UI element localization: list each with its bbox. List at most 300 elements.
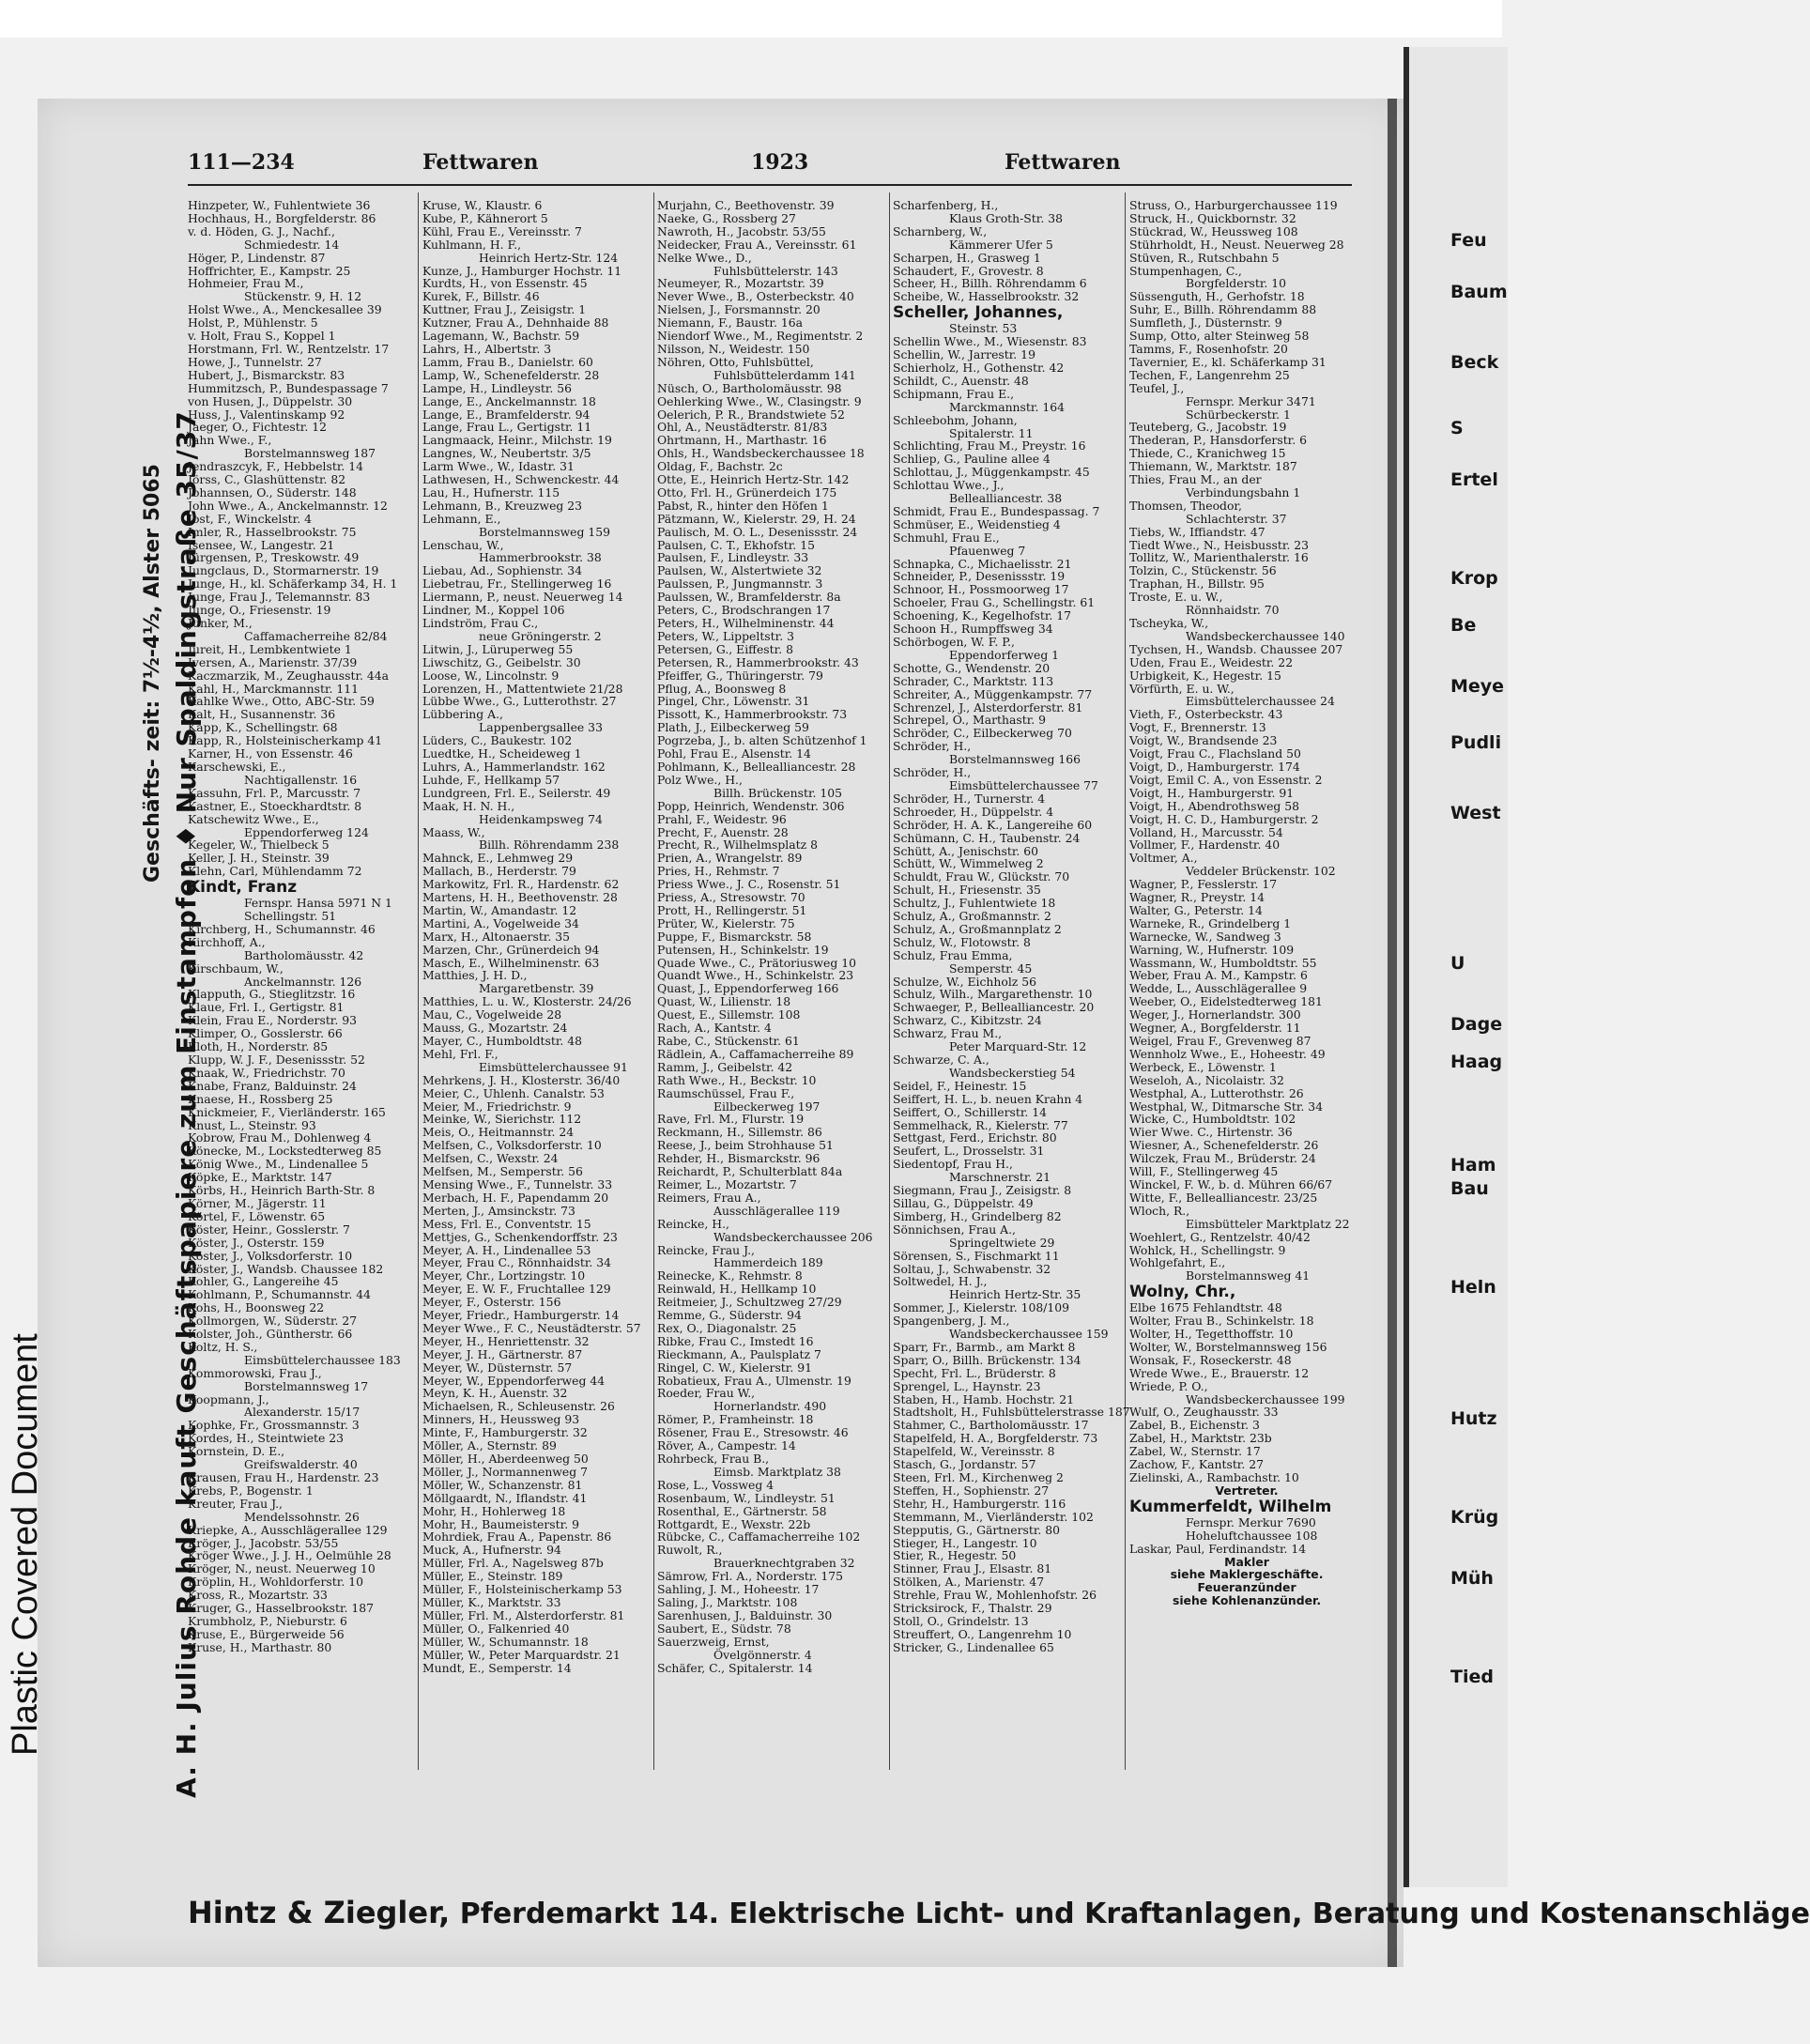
- directory-entry: Lathwesen, H., Schwenckestr. 44: [422, 472, 620, 487]
- directory-entry: von Husen, J., Düppelstr. 30: [188, 393, 353, 408]
- directory-entry: Mauss, G., Mozartstr. 24: [422, 1021, 568, 1036]
- directory-entry: Kämmerer Ufer 5: [949, 237, 1053, 252]
- directory-entry: Brauerknechtgraben 32: [713, 1556, 855, 1571]
- directory-entry: Övelgönnerstr. 4: [713, 1647, 812, 1662]
- directory-entry: Popp, Heinrich, Wendenstr. 306: [657, 798, 845, 813]
- directory-entry: Howe, J., Tunnelstr. 27: [188, 354, 322, 369]
- directory-entry: Precht, R., Wilhelmsplatz 8: [657, 838, 818, 853]
- directory-entry: Billh. Röhrendamm 238: [479, 838, 620, 853]
- directory-entry: Schulze, W., Eichholz 56: [893, 974, 1037, 989]
- directory-entry: Müller, Frl. M., Alsterdorferstr. 81: [422, 1607, 625, 1622]
- directory-entry: Nöhren, Otto, Fuhlsbüttel,: [657, 354, 814, 369]
- directory-entry: Langnes, W., Neubertstr. 3/5: [422, 446, 591, 461]
- directory-entry: Kirchberg, H., Schumannstr. 46: [188, 921, 376, 936]
- directory-entry: Stückenstr. 9, H. 12: [244, 289, 362, 304]
- directory-entry: Westphal, W., Ditmarsche Str. 34: [1129, 1099, 1324, 1114]
- directory-entry: Bellealliancestr. 38: [949, 491, 1063, 506]
- directory-entry: Hummitzsch, P., Bundespassage 7: [188, 380, 389, 395]
- directory-entry: Sauerzweig, Ernst,: [657, 1634, 770, 1649]
- directory-entry: Sämrow, Frl. A., Norderstr. 175: [657, 1569, 843, 1584]
- directory-entry: Saling, J., Marktstr. 108: [657, 1594, 798, 1609]
- directory-entry: Fernspr. Merkur 3471: [1186, 393, 1316, 408]
- directory-entry: Lüders, C., Baukestr. 102: [422, 733, 573, 748]
- directory-entry: Vörfürth, E. u. W.,: [1129, 681, 1235, 696]
- directory-entry: Eimsbüttelerchaussee 91: [479, 1059, 628, 1074]
- directory-entry: Schlichting, Frau M., Preystr. 16: [893, 438, 1086, 453]
- directory-entry: Kuhlmann, H. F.,: [422, 237, 522, 252]
- directory-entry: Ruwolt, R.,: [657, 1543, 723, 1558]
- directory-entry: Schoon H., Rumpffsweg 34: [893, 622, 1053, 637]
- directory-entry: Peter Marquard-Str. 12: [949, 1039, 1087, 1054]
- directory-entry: Caffamacherreihe 82/84: [244, 628, 388, 643]
- directory-entry: Raumschüssel, Frau F.,: [657, 1085, 795, 1100]
- directory-entry: Petersen, R., Hammerbrookstr. 43: [657, 654, 859, 669]
- directory-entry: Kordes, H., Steintwiete 23: [188, 1431, 345, 1446]
- directory-entry: Heidenkampsweg 74: [479, 811, 603, 826]
- directory-entry: Murjahn, C., Beethovenstr. 39: [657, 198, 835, 212]
- directory-entry: Weger, J., Hornerlandstr. 300: [1129, 1007, 1301, 1022]
- directory-entry: Rosenthal, E., Gärtnerstr. 58: [657, 1503, 827, 1518]
- directory-entry: Scharnberg, W.,: [893, 223, 988, 238]
- directory-entry: Marschnerstr. 21: [949, 1170, 1051, 1185]
- directory-entry: Minte, F., Hamburgerstr. 32: [422, 1425, 588, 1440]
- directory-entry: Rabe, C., Stückenstr. 61: [657, 1034, 800, 1048]
- directory-entry: Lorenzen, H., Mattentwiete 21/28: [422, 681, 623, 696]
- directory-entry: Kröger Wwe., J. J. H., Oelmühle 28: [188, 1548, 391, 1563]
- directory-entry: Seidel, F., Heinestr. 15: [893, 1078, 1027, 1093]
- directory-entry: Mohrdiek, Frau A., Papenstr. 86: [422, 1529, 612, 1545]
- directory-entry: Wassmann, W., Humboldtstr. 55: [1129, 955, 1317, 970]
- directory-entry: Holst Wwe., A., Menckesallee 39: [188, 302, 382, 317]
- directory-entry: Klehn, Carl, Mühlendamm 72: [188, 864, 362, 879]
- directory-entry: Lappenbergsallee 33: [479, 720, 603, 735]
- directory-entry: Schwaeger, P., Bellealliancestr. 20: [893, 1000, 1095, 1015]
- directory-entry: Mohr, H., Baumeisterstr. 9: [422, 1516, 579, 1531]
- directory-entry: Junge, Frau J., Telemannstr. 83: [188, 590, 371, 605]
- directory-entry: Stricker, G., Lindenallee 65: [893, 1639, 1054, 1654]
- directory-entry: Möller, J., Normannenweg 7: [422, 1464, 588, 1479]
- directory-entry: Rex, O., Diagonalstr. 25: [657, 1320, 797, 1335]
- directory-entry: Walter, G., Peterstr. 14: [1129, 902, 1263, 917]
- directory-entry: Schulz, Frau Emma,: [893, 947, 1013, 962]
- directory-entry: Kapp, R., Holsteinischerkamp 41: [188, 733, 383, 748]
- directory-entry: Wrede Wwe., E., Brauerstr. 12: [1129, 1365, 1310, 1380]
- directory-entry: Meyer, Chr., Lortzingstr. 10: [422, 1268, 586, 1283]
- directory-entry: Robatieux, Frau A., Ulmenstr. 19: [657, 1373, 851, 1388]
- directory-entry: Sahling, J. M., Hoheestr. 17: [657, 1582, 820, 1597]
- directory-entry: Schulz, A., Großmannstr. 2: [893, 909, 1051, 924]
- directory-entry: Martens, H. H., Beethovenstr. 28: [422, 890, 618, 905]
- directory-entry: Larm Wwe., W., Idastr. 31: [422, 459, 575, 474]
- directory-entry: Schmiedestr. 14: [244, 237, 340, 252]
- directory-entry: Lindner, M., Koppel 106: [422, 603, 565, 618]
- directory-entry: Knust, L., Steinstr. 93: [188, 1117, 316, 1132]
- directory-entry: Pfeiffer, G., Thüringerstr. 79: [657, 668, 823, 683]
- directory-entry: Muck, A., Hufnerstr. 94: [422, 1543, 561, 1558]
- directory-entry: Maak, H. N. H.,: [422, 798, 515, 813]
- directory-entry: Möller, A., Sternstr. 89: [422, 1438, 557, 1453]
- directory-entry: Ohl, A., Neustädterstr. 81/83: [657, 420, 828, 435]
- directory-entry: Liebetrau, Fr., Stellingerweg 16: [422, 576, 612, 592]
- directory-entry: Lübbering A.,: [422, 707, 503, 722]
- directory-entry: Mallach, B., Herderstr. 79: [422, 864, 576, 879]
- directory-entry: Eimsbüttelerchaussee 183: [244, 1352, 401, 1367]
- directory-entry: Schütt, A., Jenischstr. 60: [893, 843, 1039, 858]
- directory-entry: v. d. Höden, G. J., Nachf.,: [188, 223, 335, 238]
- directory-entry: Ringel, C. W., Kielerstr. 91: [657, 1360, 812, 1375]
- directory-entry: Wandsbeckerchaussee 199: [1186, 1391, 1345, 1406]
- directory-entry: Reincke, H.,: [657, 1216, 729, 1231]
- directory-entry: Uden, Frau E., Weidestr. 22: [1129, 654, 1294, 669]
- directory-entry: Oehlerking Wwe., W., Clasingstr. 9: [657, 393, 862, 408]
- directory-entry: Wandsbeckerchaussee 140: [1186, 628, 1345, 643]
- directory-entry: Nielsen, J., Forsmannstr. 20: [657, 302, 821, 317]
- directory-entry: Krumbholz, P., Nieburstr. 6: [188, 1613, 347, 1628]
- directory-entry: Sarenhusen, J., Balduinstr. 30: [657, 1607, 833, 1622]
- directory-entry: Vollmer, F., Hardenstr. 40: [1129, 838, 1281, 853]
- directory-entry: Staben, H., Hamb. Hochstr. 21: [893, 1391, 1075, 1406]
- directory-entry: Könecke, M., Lockstedterweg 85: [188, 1144, 382, 1159]
- directory-entry: Tscheyka, W.,: [1129, 616, 1209, 630]
- directory-entry: Thomsen, Theodor,: [1129, 498, 1242, 513]
- directory-entry: Lampe, H., Lindleystr. 56: [422, 380, 573, 395]
- directory-entry: Iversen, A., Marienstr. 37/39: [188, 654, 358, 669]
- directory-entry: Rehder, H., Bismarckstr. 96: [657, 1151, 821, 1166]
- directory-entry: Köster, J., Volksdorferstr. 10: [188, 1248, 353, 1263]
- directory-entry: Zachow, F., Kantstr. 27: [1129, 1457, 1265, 1472]
- directory-entry: Meier, M., Friedrichstr. 9: [422, 1099, 572, 1114]
- side-phone-hours: Geschäfts- zeit: 7½-4½, Alster 5065: [141, 464, 164, 883]
- directory-entry: Troste, E. u. W.,: [1129, 590, 1223, 605]
- directory-entry: Lange, E., Anckelmannstr. 18: [422, 393, 596, 408]
- directory-entry: Schneider, P., Desenissstr. 19: [893, 569, 1066, 584]
- directory-entry: Schröder, H. A. K., Langereihe 60: [893, 817, 1093, 832]
- directory-entry: Lundgreen, Frl. E., Seilerstr. 49: [422, 785, 611, 800]
- directory-entry: Seiffert, O., Schillerstr. 14: [893, 1104, 1048, 1119]
- directory-entry: Schröder, C., Eilbeckerweg 70: [893, 726, 1072, 741]
- directory-entry: Heinrich Hertz-Str. 35: [949, 1287, 1081, 1302]
- directory-entry: Müller, E., Steinstr. 189: [422, 1569, 563, 1584]
- directory-entry: Wandsbeckerchaussee 206: [713, 1229, 873, 1244]
- footer-company: Hintz & Ziegler,: [188, 1895, 451, 1930]
- directory-entry: Prien, A., Wrangelstr. 89: [657, 851, 803, 866]
- directory-entry: Eimsb. Marktplatz 38: [713, 1464, 841, 1479]
- directory-entry: Sörensen, S., Fischmarkt 11: [893, 1248, 1060, 1263]
- directory-entry: Schmidt, Frau E., Bundespassag. 7: [893, 503, 1100, 518]
- directory-entry: Fernspr. Merkur 7690: [1186, 1514, 1316, 1529]
- directory-entry: Reitmeier, J., Schultzweg 27/29: [657, 1295, 842, 1310]
- directory-entry: Hubert, J., Bismarckstr. 83: [188, 367, 345, 382]
- directory-entry: Maass, W.,: [422, 824, 485, 839]
- directory-entry: Voigt, Emil C. A., von Essenstr. 2: [1129, 772, 1323, 787]
- directory-entry: Urbigkeit, K., Hegestr. 15: [1129, 668, 1281, 683]
- directory-entry: Heinrich Hertz-Str. 124: [479, 250, 619, 265]
- directory-entry: siehe Maklergeschäfte.: [1170, 1567, 1324, 1582]
- page-header: [188, 150, 1352, 184]
- directory-entry: Tamms, F., Rosenhofstr. 20: [1129, 341, 1288, 356]
- directory-entry: Müller, O., Falkenried 40: [422, 1621, 570, 1636]
- directory-entry: Rose, L., Vossweg 4: [657, 1477, 775, 1492]
- adjacent-page-fragment: Feu: [1450, 230, 1487, 251]
- adjacent-page-fragment: U: [1450, 953, 1465, 974]
- directory-entry: Springeltwiete 29: [949, 1235, 1055, 1250]
- directory-entry: Schrenzel, J., Alsterdorferstr. 81: [893, 699, 1083, 715]
- directory-entry: Meyer, W., Eppendorferweg 44: [422, 1373, 606, 1388]
- directory-entry: Tavernier, E., kl. Schäferkamp 31: [1129, 354, 1327, 369]
- directory-entry: Streuffert, O., Langenrehm 10: [893, 1626, 1072, 1641]
- directory-entry: Simberg, H., Grindelberg 82: [893, 1208, 1062, 1223]
- directory-entry: Schleebohm, Johann,: [893, 412, 1018, 427]
- directory-heading: Kindt, Franz: [188, 878, 298, 898]
- directory-entry: Reimers, Frau A.,: [657, 1190, 761, 1205]
- directory-entry: Voltmer, A.,: [1129, 851, 1198, 866]
- directory-entry: Will, F., Stellingerweg 45: [1129, 1164, 1279, 1179]
- directory-entry: Peters, W., Lippeltstr. 3: [657, 628, 794, 643]
- directory-entry: Koltz, H. S.,: [188, 1339, 258, 1354]
- directory-entry: Marx, H., Altonaerstr. 35: [422, 929, 570, 944]
- directory-entry: Stieger, H., Langestr. 10: [893, 1535, 1037, 1550]
- directory-entry: Schaudert, F., Grovestr. 8: [893, 263, 1044, 278]
- directory-entry: Spangenberg, J. M.,: [893, 1314, 1010, 1329]
- directory-entry: Kegeler, W., Thielbeck 5: [188, 838, 330, 853]
- directory-entry: Schörbogen, W. F. P.,: [893, 635, 1015, 649]
- adjacent-page-fragment: Krop: [1450, 568, 1498, 589]
- directory-entry: Warneke, R., Grindelberg 1: [1129, 915, 1292, 930]
- directory-entry: Schwarz, Frau M.,: [893, 1026, 1003, 1041]
- directory-entry: Schulz, A., Großmannplatz 2: [893, 921, 1062, 936]
- directory-entry: Eppendorferweg 1: [949, 647, 1060, 662]
- footer-advertisement: [188, 1895, 1810, 1932]
- directory-entry: Keller, J. H., Steinstr. 39: [188, 851, 330, 866]
- directory-entry: Möllgaardt, N., Iflandstr. 41: [422, 1490, 588, 1505]
- directory-entry: Schellingstr. 51: [244, 909, 337, 924]
- directory-entry: Schult, H., Friesenstr. 35: [893, 883, 1041, 898]
- directory-entry: Borstelmannsweg 17: [244, 1378, 369, 1393]
- directory-heading: Scheller, Johannes,: [893, 303, 1064, 323]
- directory-entry: Stückrad, W., Heussweg 108: [1129, 223, 1298, 238]
- directory-entry: Soltau, J., Schwabenstr. 32: [893, 1261, 1051, 1276]
- year: 1923: [751, 150, 809, 175]
- directory-entry: Thies, Frau M., an der: [1129, 472, 1262, 487]
- directory-entry: Loose, W., Lincolnstr. 9: [422, 668, 560, 683]
- directory-entry: Stadtsholt, H., Fuhlsbüttelerstrasse 187: [893, 1405, 1130, 1420]
- directory-entry: Schierholz, H., Gothenstr. 42: [893, 360, 1065, 375]
- directory-entry: Müller, Frl. A., Nagelsweg 87b: [422, 1556, 604, 1571]
- directory-entry: Luhde, F., Hellkamp 57: [422, 772, 560, 787]
- directory-entry: Thiemann, W., Marktstr. 187: [1129, 459, 1297, 474]
- directory-entry: Wolter, W., Borstelmannsweg 156: [1129, 1339, 1327, 1354]
- directory-entry: Specht, Frl. L., Brüderstr. 8: [893, 1365, 1056, 1380]
- directory-entry: Putensen, H., Schinkelstr. 19: [657, 942, 829, 957]
- directory-entry: Spitalerstr. 11: [949, 425, 1034, 440]
- directory-entry: Martin, W., Amandastr. 12: [422, 902, 577, 917]
- directory-entry: Sprengel, L., Haynstr. 23: [893, 1378, 1041, 1393]
- directory-entry: Makler: [1224, 1554, 1269, 1569]
- directory-entry: Stahmer, C., Bartholomäusstr. 17: [893, 1418, 1089, 1433]
- directory-entry: Rösener, Frau E., Stresowstr. 46: [657, 1425, 849, 1440]
- directory-entry: Schrepel, O., Marthastr. 9: [893, 713, 1047, 728]
- directory-heading: Kummerfeldt, Wilhelm: [1129, 1497, 1332, 1516]
- directory-entry: Tollitz, W., Marienthalerstr. 16: [1129, 550, 1309, 565]
- directory-entry: Ramm, J., Geibelstr. 42: [657, 1059, 793, 1074]
- directory-entry: Schürbeckerstr. 1: [1186, 407, 1291, 422]
- directory-entry: Müller, W., Schumannstr. 18: [422, 1634, 589, 1649]
- directory-entry: Weeber, O., Eidelstedterweg 181: [1129, 994, 1323, 1009]
- directory-entry: Kohler, G., Langereihe 45: [188, 1274, 339, 1289]
- directory-entry: Wilczek, Frau M., Brüderstr. 24: [1129, 1151, 1316, 1166]
- adjacent-page-fragment: Baum: [1450, 282, 1508, 302]
- directory-entry: Kruse, W., Klaustr. 6: [422, 198, 543, 212]
- directory-entry: Prahl, F., Weidestr. 96: [657, 811, 787, 826]
- directory-entry: Reese, J., beim Strohhause 51: [657, 1138, 834, 1153]
- directory-entry: Junge, H., kl. Schäferkamp 34, H. 1: [188, 576, 398, 592]
- directory-entry: Meyer, Friedr., Hamburgerstr. 14: [422, 1308, 620, 1323]
- directory-entry: Saubert, E., Südstr. 78: [657, 1621, 791, 1636]
- directory-entry: Schwarze, C. A.,: [893, 1053, 989, 1067]
- directory-entry: Reichardt, P., Schulterblatt 84a: [657, 1164, 843, 1179]
- directory-entry: Wiesner, A., Schenefelderstr. 26: [1129, 1138, 1319, 1153]
- directory-entry: Struss, O., Harburgerchaussee 119: [1129, 198, 1338, 212]
- directory-entry: Schäfer, C., Spitalerstr. 14: [657, 1660, 813, 1675]
- directory-entry: Sommer, J., Kielerstr. 108/109: [893, 1300, 1070, 1315]
- side-advertisement: A. H. Julius Rohde kauft Geschäftspapiere zum Einstampfen ♦ Nur Spaldingstraße 35/37: [171, 410, 202, 1798]
- directory-entry: Kobrow, Frau M., Dohlenweg 4: [188, 1130, 372, 1145]
- directory-entry: Junker, M.,: [188, 616, 253, 630]
- directory-entry: Kommorowski, Frau J.,: [188, 1365, 322, 1380]
- directory-entry: Klupp, W. J. F., Desenissstr. 52: [188, 1053, 365, 1067]
- directory-entry: Lübbe Wwe., G., Lutterothstr. 27: [422, 694, 617, 709]
- directory-entry: Kalt, H., Susannenstr. 36: [188, 707, 336, 722]
- directory-entry: Röver, A., Campestr. 14: [657, 1438, 796, 1453]
- directory-entry: Pohl, Frau E., Alsenstr. 14: [657, 746, 811, 761]
- directory-entry: siehe Kohlenanzünder.: [1172, 1593, 1322, 1608]
- directory-entry: Sump, Otto, alter Steinweg 58: [1129, 329, 1310, 344]
- directory-entry: Minners, H., Heussweg 93: [422, 1412, 580, 1427]
- adjacent-page-fragment: West: [1450, 803, 1501, 823]
- directory-entry: Paulssen, P., Jungmannstr. 3: [657, 576, 823, 592]
- directory-entry: Kapp, K., Schellingstr. 68: [188, 720, 338, 735]
- directory-entry: Körtel, F., Löwenstr. 65: [188, 1208, 326, 1223]
- directory-entry: Schröder, H.,: [893, 765, 972, 780]
- directory-entry: Kühl, Frau E., Vereinsstr. 7: [422, 223, 582, 238]
- directory-entry: Knabe, Franz, Balduinstr. 24: [188, 1078, 357, 1093]
- adjacent-page-fragment: Pudli: [1450, 732, 1502, 753]
- directory-entry: Vogt, F., Brennerstr. 13: [1129, 720, 1266, 735]
- directory-entry: Lange, Frau L., Gertigstr. 11: [422, 420, 592, 435]
- directory-entry: Rönnhaidstr. 70: [1186, 603, 1280, 618]
- directory-entry: Greifswalderstr. 40: [244, 1457, 358, 1472]
- directory-entry: Stepputis, G., Gärtnerstr. 80: [893, 1522, 1061, 1537]
- directory-entry: Lau, H., Hufnerstr. 115: [422, 484, 560, 499]
- directory-entry: Westphal, A., Lutterothstr. 26: [1129, 1085, 1304, 1100]
- directory-entry: Karschewski, E.,: [188, 759, 286, 774]
- directory-entry: Zielinski, A., Rambachstr. 10: [1129, 1470, 1299, 1484]
- directory-entry: Hammerbrookstr. 38: [479, 550, 602, 565]
- directory-entry: Köster, Heinr., Gosslerstr. 7: [188, 1222, 350, 1237]
- directory-entry: Borstelmannsweg 187: [244, 446, 376, 461]
- directory-entry: Voigt, D., Hamburgerstr. 174: [1129, 759, 1300, 774]
- adjacent-page-fragment: Meye: [1450, 676, 1505, 697]
- directory-entry: Bartholomäusstr. 42: [244, 947, 364, 962]
- directory-entry: Kahl, H., Marckmannstr. 111: [188, 681, 360, 696]
- directory-entry: Ohrtmann, H., Marthastr. 16: [657, 433, 827, 448]
- directory-entry: Oldag, F., Bachstr. 2c: [657, 459, 783, 474]
- directory-entry: Hoffrichter, E., Kampstr. 25: [188, 263, 351, 278]
- adjacent-page-fragment: Haag: [1450, 1052, 1503, 1072]
- directory-entry: Huss, J., Valentinskamp 92: [188, 407, 345, 422]
- directory-entry: Settgast, Ferd., Erichstr. 80: [893, 1130, 1057, 1145]
- directory-entry: Woehlert, G., Rentzelstr. 40/42: [1129, 1229, 1311, 1244]
- directory-entry: Rädlein, A., Caffamacherreihe 89: [657, 1046, 854, 1061]
- directory-entry: Ohls, H., Wandsbeckerchaussee 18: [657, 446, 865, 461]
- directory-entry: Borstelmannsweg 159: [479, 524, 611, 539]
- directory-entry: Karner, H., von Essenstr. 46: [188, 746, 353, 761]
- directory-entry: Siedentopf, Frau H.,: [893, 1157, 1013, 1172]
- directory-entry: Wulf, O., Zeughausstr. 33: [1129, 1405, 1279, 1420]
- directory-entry: Ribke, Frau C., Imstedt 16: [657, 1333, 814, 1348]
- directory-entry: Sumfleth, J., Düsternstr. 9: [1129, 315, 1282, 330]
- directory-entry: Martini, A., Vogelweide 34: [422, 915, 579, 930]
- directory-entry: Reinecke, K., Rehmstr. 8: [657, 1268, 803, 1283]
- directory-entry: Krebs, P., Bogenstr. 1: [188, 1483, 314, 1498]
- directory-entry: Schnoor, H., Possmoorweg 17: [893, 582, 1069, 597]
- directory-entry: Köpke, E., Marktstr. 147: [188, 1170, 332, 1185]
- directory-entry: Schlottau Wwe., J.,: [893, 478, 1005, 493]
- directory-heading: Wolny, Chr.,: [1129, 1283, 1236, 1302]
- directory-entry: Elbe 1675 Fehlandtstr. 48: [1129, 1300, 1282, 1315]
- directory-entry: Wohlck, H., Schellingstr. 9: [1129, 1242, 1286, 1257]
- directory-entry: Schulz, W., Flotowstr. 8: [893, 934, 1031, 949]
- directory-entry: Neidecker, Frau A., Vereinsstr. 61: [657, 237, 857, 252]
- directory-entry: Weber, Frau A. M., Kampstr. 6: [1129, 968, 1308, 983]
- directory-entry: Krausen, Frau H., Hardenstr. 23: [188, 1470, 379, 1484]
- directory-entry: Schrader, C., Marktstr. 113: [893, 673, 1054, 688]
- directory-entry: Kohlmann, P., Schumannstr. 44: [188, 1287, 371, 1302]
- directory-entry: Steinstr. 53: [949, 321, 1018, 336]
- directory-entry: Römer, P., Framheinstr. 18: [657, 1412, 814, 1427]
- adjacent-page-fragment: Heln: [1450, 1277, 1496, 1298]
- directory-entry: Klapputh, G., Stieglitzstr. 16: [188, 987, 356, 1002]
- directory-entry: Meyer, Frau C., Rönnhaidstr. 34: [422, 1255, 612, 1270]
- directory-entry: Rave, Frl. M., Flurstr. 19: [657, 1112, 805, 1127]
- directory-entry: Struck, H., Quickbornstr. 32: [1129, 210, 1296, 225]
- directory-entry: Schümann, C. H., Taubenstr. 24: [893, 830, 1081, 845]
- directory-entry: Hammerdeich 189: [713, 1255, 823, 1270]
- directory-entry: Precht, F., Auenstr. 28: [657, 824, 789, 839]
- directory-entry: Reimer, L., Mozartstr. 7: [657, 1176, 797, 1191]
- directory-entry: Wennholz Wwe., E., Hoheestr. 49: [1129, 1046, 1326, 1061]
- directory-entry: Otte, E., Heinrich Hertz-Str. 142: [657, 472, 850, 487]
- directory-entry: Schütt, W., Wimmelweg 2: [893, 856, 1044, 871]
- directory-entry: Hornerlandstr. 490: [713, 1399, 827, 1414]
- directory-entry: Lahrs, H., Albertstr. 3: [422, 341, 552, 356]
- directory-entry: Klaus Groth-Str. 38: [949, 210, 1063, 225]
- directory-entry: Quest, E., Sillemstr. 108: [657, 1007, 801, 1022]
- directory-entry: Luhrs, A., Hammerlandstr. 162: [422, 759, 606, 774]
- directory-entry: Wagner, P., Fesslerstr. 17: [1129, 877, 1278, 892]
- directory-entry: Jürgensen, P., Treskowstr. 49: [188, 550, 360, 565]
- directory-entry: Schmuhl, Frau E.,: [893, 530, 1000, 545]
- directory-entry: Quade Wwe., C., Prätoriusweg 10: [657, 955, 856, 970]
- directory-column-4: [893, 198, 1130, 1772]
- footer-text: Pferdemarkt 14. Elektrische Licht- und Kraftanlagen, Beratung und Kostenanschläge: [459, 1898, 1810, 1930]
- directory-entry: Stinner, Frau J., Elsastr. 81: [893, 1561, 1052, 1576]
- directory-entry: Kophke, Fr., Grossmannstr. 3: [188, 1418, 360, 1433]
- directory-entry: Thederan, P., Hansdorferstr. 6: [1129, 433, 1307, 448]
- directory-entry: Schultz, J., Fuhlentwiete 18: [893, 896, 1056, 911]
- directory-entry: Priess Wwe., J. C., Rosenstr. 51: [657, 877, 841, 892]
- directory-entry: Meyer, A. H., Lindenallee 53: [422, 1242, 591, 1257]
